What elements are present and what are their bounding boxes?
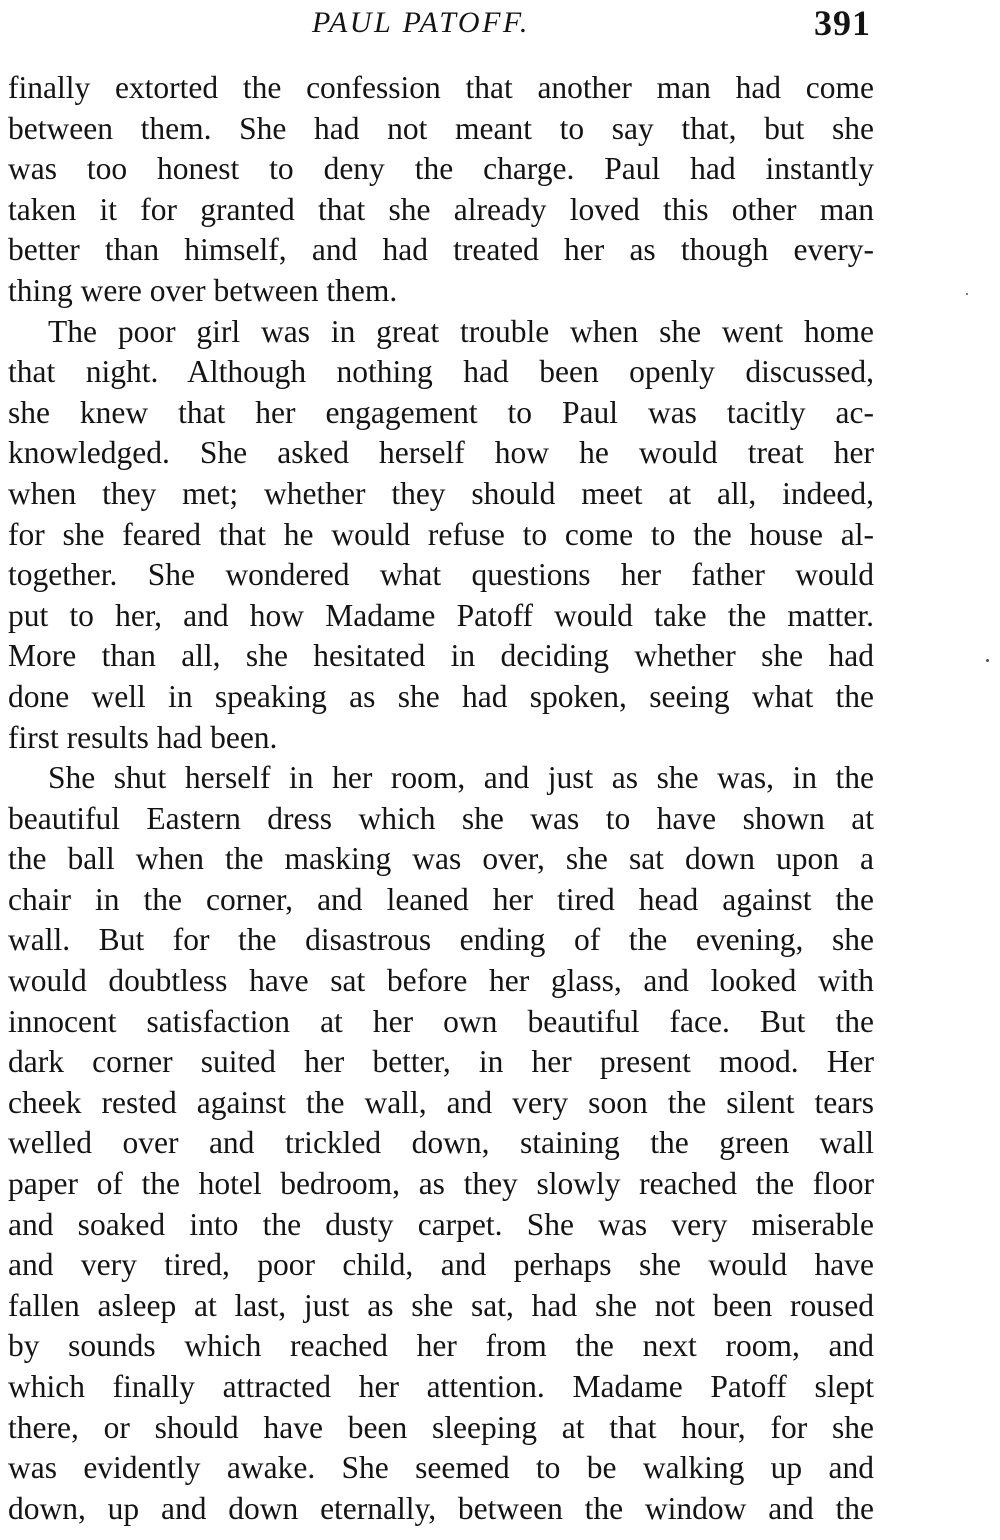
- text-line: she knew that her engagement to Paul was tacitly ac-: [8, 394, 874, 430]
- text-line: beautiful Eastern dress which she was to have shown at: [8, 800, 874, 836]
- text-line: for she feared that he would refuse to come to the house al-: [8, 516, 874, 552]
- text-line: by sounds which reached her from the next room, and: [8, 1328, 874, 1364]
- scan-speck: [966, 293, 968, 295]
- text-line: put to her, and how Madame Patoff would take the matter.: [8, 597, 874, 633]
- paragraph-1: [8, 68, 874, 312]
- text-line: better than himself, and had treated her as though every-: [8, 232, 874, 268]
- text-line: which finally attracted her attention. Madame Patoff slept: [8, 1369, 874, 1404]
- text-line: thing were over between them.: [8, 272, 398, 308]
- text-line: between them. She had not meant to say that, but she: [8, 110, 874, 146]
- text-line: The poor girl was in great trouble when she went home: [48, 313, 874, 349]
- text-line: knowledged. She asked herself how he would treat her: [8, 435, 874, 471]
- body-text: [8, 68, 874, 1529]
- running-title: PAUL PATOFF.: [312, 6, 530, 39]
- text-line: welled over and trickled down, staining the green wall: [8, 1125, 874, 1161]
- text-line: fallen asleep at last, just as she sat, had she not been roused: [8, 1287, 874, 1323]
- text-line: there, or should have been sleeping at that hour, for she: [8, 1409, 874, 1445]
- running-header: [0, 2, 1000, 48]
- text-line: taken it for granted that she already loved this other man: [8, 191, 874, 227]
- text-line: cheek rested against the wall, and very soon the silent tears: [8, 1084, 874, 1120]
- text-line: More than all, she hesitated in deciding whether she had: [8, 638, 874, 674]
- text-line: She shut herself in her room, and just as she was, in the: [48, 760, 874, 796]
- text-line: that night. Although nothing had been openly discussed,: [8, 354, 874, 390]
- text-line: and very tired, poor child, and perhaps she would have: [8, 1247, 874, 1283]
- text-line: innocent satisfaction at her own beautiful face. But the: [8, 1003, 874, 1039]
- text-line: first results had been.: [8, 719, 278, 755]
- text-line: was too honest to deny the charge. Paul had instantly: [8, 151, 874, 187]
- paragraph-2: [8, 312, 874, 759]
- text-line: paper of the hotel bedroom, as they slowly reached the floor: [8, 1166, 874, 1202]
- text-line: the ball when the masking was over, she sat down upon a: [8, 841, 874, 877]
- text-line: wall. But for the disastrous ending of the evening, she: [8, 922, 874, 958]
- text-line: was evidently awake. She seemed to be walking up and: [8, 1450, 874, 1486]
- paragraph-3: [8, 758, 874, 1529]
- text-line: and soaked into the dusty carpet. She was very miserable: [8, 1206, 874, 1242]
- text-line: done well in speaking as she had spoken, seeing what the: [8, 678, 874, 714]
- text-line: when they met; whether they should meet at all, indeed,: [8, 475, 874, 511]
- page-number: 391: [814, 3, 871, 43]
- text-line: finally extorted the confession that another man had come: [8, 70, 874, 105]
- text-line: chair in the corner, and leaned her tired head against the: [8, 881, 874, 917]
- scan-speck: [986, 659, 989, 662]
- text-line: would doubtless have sat before her glass, and looked with: [8, 963, 874, 999]
- text-line: down, up and down eternally, between the window and the: [8, 1490, 874, 1526]
- text-line: dark corner suited her better, in her present mood. Her: [8, 1044, 874, 1080]
- text-line: together. She wondered what questions her father would: [8, 557, 874, 593]
